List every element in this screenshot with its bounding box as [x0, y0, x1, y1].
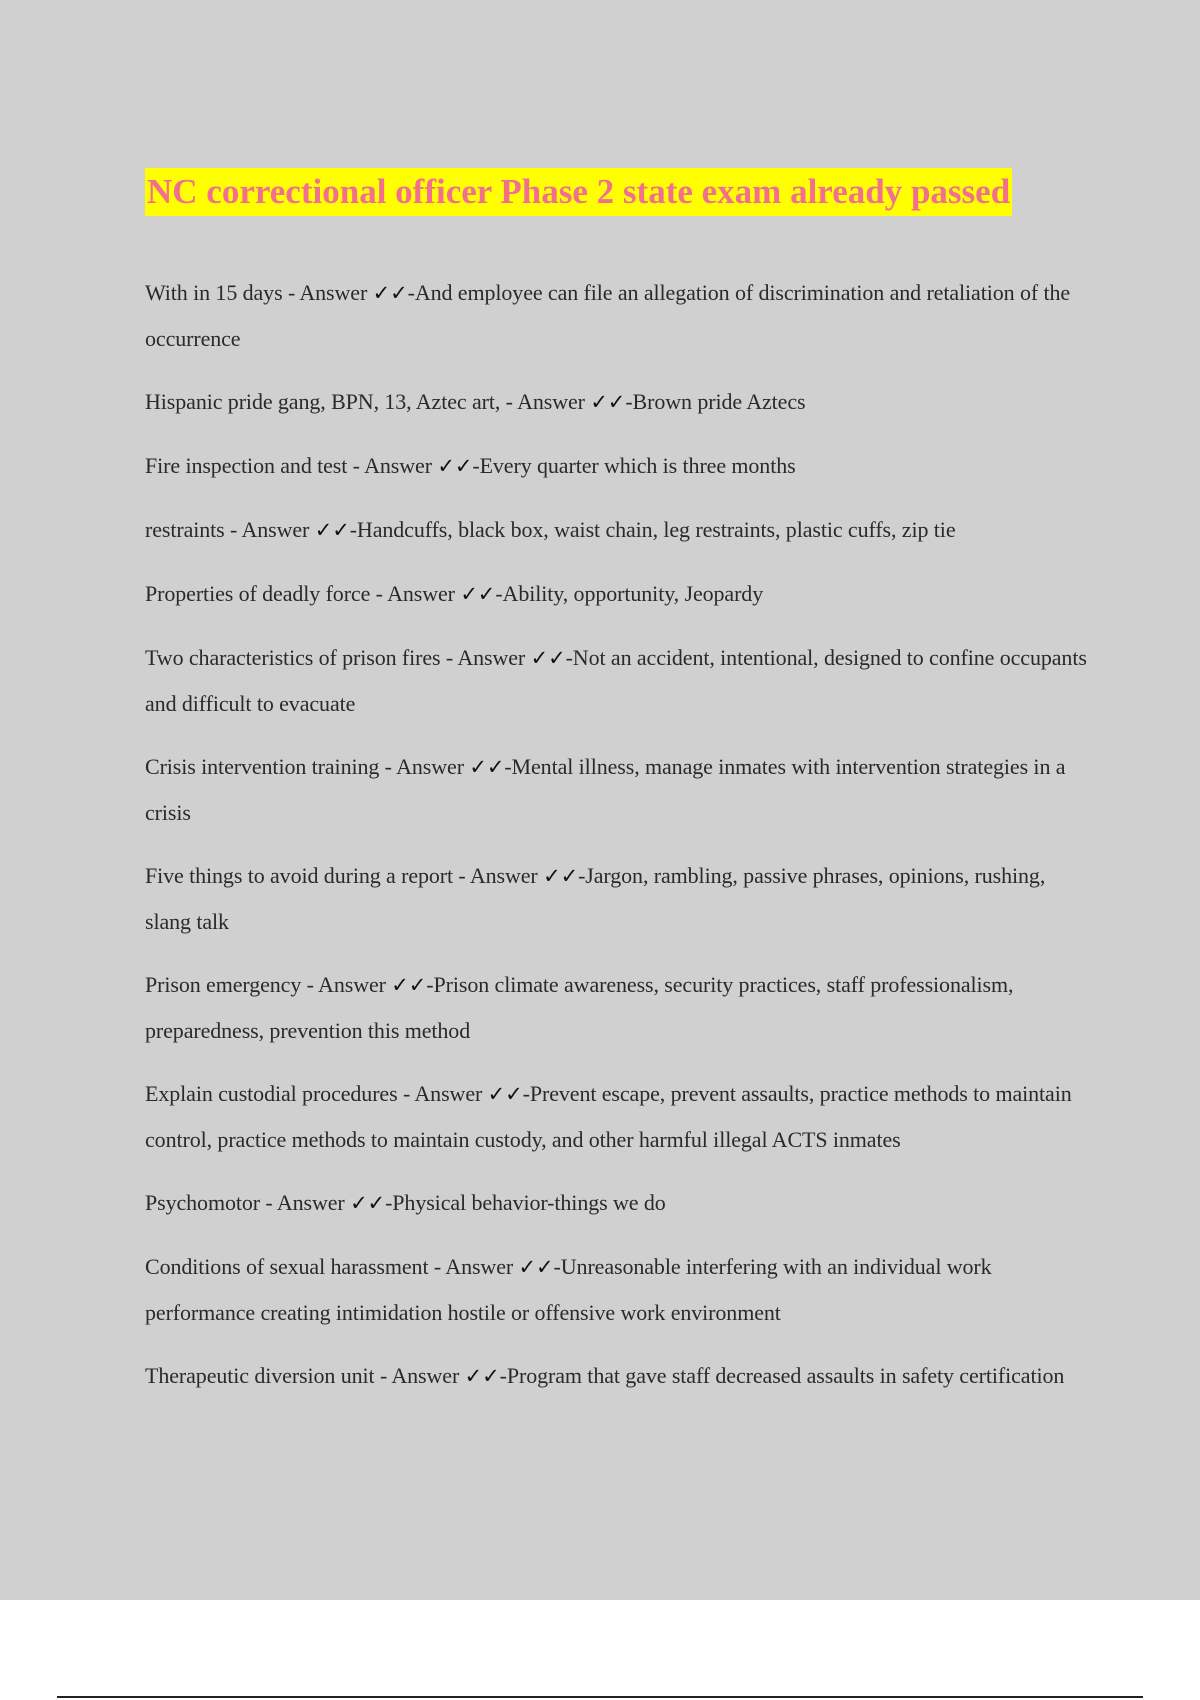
question-text: Five things to avoid during a report - Answer [145, 863, 538, 888]
footer-divider [57, 1696, 1143, 1698]
question-text: Therapeutic diversion unit - Answer [145, 1363, 460, 1388]
qa-item [145, 635, 1095, 726]
qa-item [145, 507, 1095, 553]
answer-text: -Program that gave staff decreased assaults in safety certification [499, 1363, 1065, 1388]
double-check-icon: ✓✓ [437, 454, 473, 478]
answer-text: -Ability, opportunity, Jeopardy [495, 581, 764, 606]
double-check-icon: ✓✓ [460, 582, 496, 606]
answer-text: -Mental illness, manage inmates with intervention strategies in a crisis [145, 754, 1066, 825]
double-check-icon: ✓✓ [314, 518, 350, 542]
document-title: NC correctional officer Phase 2 state exam already passed [145, 168, 1012, 216]
answer-text: -Unreasonable interfering with an individual work performance creating intimidation hostile or offensive work environment [145, 1254, 992, 1325]
answer-text: -Jargon, rambling, passive phrases, opinions, rushing, slang talk [145, 863, 1046, 934]
double-check-icon: ✓✓ [487, 1082, 523, 1106]
answer-text: -Prevent escape, prevent assaults, practice methods to maintain control, practice methods to maintain custody, and other harmful illegal ACTS inmates [145, 1081, 1072, 1152]
double-check-icon: ✓✓ [391, 973, 427, 997]
qa-item [145, 571, 1095, 617]
answer-text: -Prison climate awareness, security practices, staff professionalism, preparedness, prevention this method [145, 972, 1014, 1043]
qa-list [145, 270, 1095, 1417]
double-check-icon: ✓✓ [530, 646, 566, 670]
question-text: Fire inspection and test - Answer [145, 453, 432, 478]
question-text: With in 15 days - Answer [145, 280, 368, 305]
double-check-icon: ✓✓ [469, 755, 505, 779]
question-text: Hispanic pride gang, BPN, 13, Aztec art, - Answer [145, 389, 585, 414]
question-text: Conditions of sexual harassment - Answer [145, 1254, 514, 1279]
answer-text: -Brown pride Aztecs [625, 389, 806, 414]
question-text: Two characteristics of prison fires - Answer [145, 645, 526, 670]
qa-item [145, 962, 1095, 1053]
question-text: Properties of deadly force - Answer [145, 581, 455, 606]
double-check-icon: ✓✓ [350, 1191, 386, 1215]
qa-item [145, 1180, 1095, 1226]
answer-text: -Not an accident, intentional, designed to confine occupants and difficult to evacuate [145, 645, 1087, 716]
double-check-icon: ✓✓ [590, 390, 626, 414]
answer-text: -Handcuffs, black box, waist chain, leg restraints, plastic cuffs, zip tie [349, 517, 956, 542]
qa-item [145, 1244, 1095, 1335]
page-bottom-margin [0, 1600, 1200, 1700]
question-text: Crisis intervention training - Answer [145, 754, 464, 779]
qa-item [145, 1353, 1095, 1399]
question-text: Prison emergency - Answer [145, 972, 386, 997]
qa-item [145, 443, 1095, 489]
qa-item [145, 853, 1095, 944]
question-text: restraints - Answer [145, 517, 310, 542]
question-text: Explain custodial procedures - Answer [145, 1081, 483, 1106]
answer-text: -Physical behavior-things we do [385, 1190, 666, 1215]
question-text: Psychomotor - Answer [145, 1190, 345, 1215]
qa-item [145, 270, 1095, 361]
double-check-icon: ✓✓ [464, 1364, 500, 1388]
qa-item [145, 379, 1095, 425]
double-check-icon: ✓✓ [372, 281, 408, 305]
qa-item [145, 744, 1095, 835]
answer-text: -Every quarter which is three months [472, 453, 796, 478]
double-check-icon: ✓✓ [518, 1255, 554, 1279]
qa-item [145, 1071, 1095, 1162]
answer-text: -And employee can file an allegation of discrimination and retaliation of the occurrence [145, 280, 1071, 351]
double-check-icon: ✓✓ [543, 864, 579, 888]
